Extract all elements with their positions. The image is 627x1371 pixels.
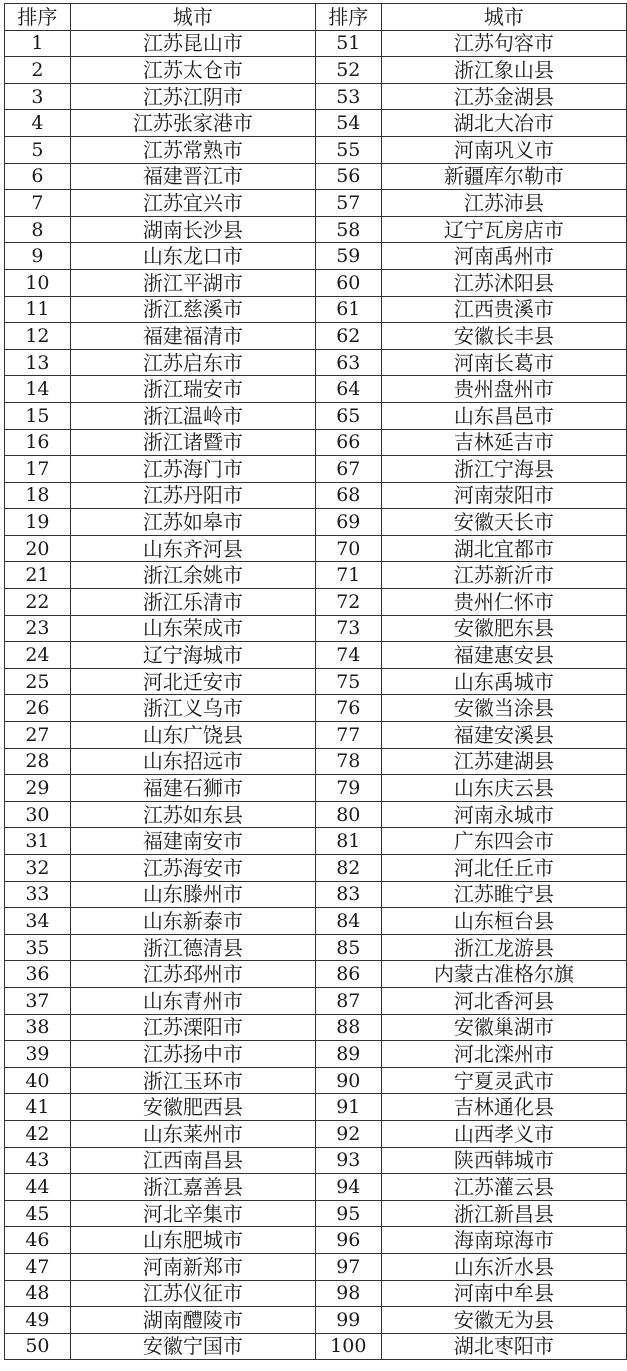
city-cell: 山东齐河县 [70, 535, 315, 562]
rank-cell: 82 [315, 855, 381, 882]
rank-cell: 26 [5, 695, 71, 722]
city-cell: 辽宁瓦房店市 [381, 216, 626, 243]
city-cell: 浙江新昌县 [381, 1200, 626, 1227]
rank-cell: 6 [5, 163, 71, 190]
rank-cell: 5 [5, 136, 71, 163]
city-cell: 江苏常熟市 [70, 136, 315, 163]
city-cell: 江苏丹阳市 [70, 482, 315, 509]
table-row [5, 801, 627, 828]
rank-cell: 89 [315, 1041, 381, 1068]
rank-cell: 18 [5, 482, 71, 509]
table-row [5, 30, 627, 57]
city-cell: 江苏仪征市 [70, 1280, 315, 1307]
rank-cell: 29 [5, 775, 71, 802]
city-cell: 山东荣成市 [70, 615, 315, 642]
table-row [5, 1333, 627, 1360]
city-cell: 福建晋江市 [70, 163, 315, 190]
city-cell: 湖北宜都市 [381, 535, 626, 562]
rank-cell: 56 [315, 163, 381, 190]
table-row [5, 881, 627, 908]
city-cell: 山东新泰市 [70, 908, 315, 935]
rank-cell: 88 [315, 1014, 381, 1041]
rank-cell: 70 [315, 535, 381, 562]
city-cell: 河南禹州市 [381, 243, 626, 270]
city-cell: 浙江诸暨市 [70, 429, 315, 456]
city-cell: 江苏金湖县 [381, 83, 626, 110]
header-rank-left: 排序 [5, 4, 71, 31]
rank-cell: 63 [315, 349, 381, 376]
rank-cell: 58 [315, 216, 381, 243]
city-cell: 河北滦州市 [381, 1041, 626, 1068]
table-row [5, 535, 627, 562]
table-header-row [5, 4, 627, 31]
city-cell: 安徽长丰县 [381, 323, 626, 350]
rank-cell: 3 [5, 83, 71, 110]
city-cell: 江西南昌县 [70, 1147, 315, 1174]
city-cell: 福建石狮市 [70, 775, 315, 802]
rank-cell: 30 [5, 801, 71, 828]
rank-cell: 78 [315, 748, 381, 775]
city-cell: 山东禹城市 [381, 668, 626, 695]
table-row [5, 828, 627, 855]
rank-cell: 54 [315, 110, 381, 137]
city-cell: 浙江宁海县 [381, 456, 626, 483]
city-cell: 山东沂水县 [381, 1253, 626, 1280]
city-cell: 山西孝义市 [381, 1120, 626, 1147]
city-cell: 河北任丘市 [381, 855, 626, 882]
rank-cell: 49 [5, 1307, 71, 1334]
city-cell: 河南巩义市 [381, 136, 626, 163]
city-cell: 新疆库尔勒市 [381, 163, 626, 190]
city-cell: 江苏宜兴市 [70, 190, 315, 217]
rank-cell: 80 [315, 801, 381, 828]
rank-cell: 34 [5, 908, 71, 935]
city-cell: 山东庆云县 [381, 775, 626, 802]
city-cell: 山东昌邑市 [381, 402, 626, 429]
city-cell: 江苏扬中市 [70, 1041, 315, 1068]
city-cell: 湖南长沙县 [70, 216, 315, 243]
rank-cell: 9 [5, 243, 71, 270]
city-cell: 浙江玉环市 [70, 1067, 315, 1094]
city-cell: 陕西韩城市 [381, 1147, 626, 1174]
city-cell: 福建安溪县 [381, 722, 626, 749]
city-cell: 安徽当涂县 [381, 695, 626, 722]
city-cell: 浙江义乌市 [70, 695, 315, 722]
city-cell: 山东龙口市 [70, 243, 315, 270]
city-cell: 江苏如皋市 [70, 509, 315, 536]
rank-cell: 8 [5, 216, 71, 243]
rank-cell: 74 [315, 642, 381, 669]
rank-cell: 73 [315, 615, 381, 642]
rank-cell: 35 [5, 934, 71, 961]
city-cell: 江苏昆山市 [70, 30, 315, 57]
city-cell: 山东广饶县 [70, 722, 315, 749]
rank-cell: 20 [5, 535, 71, 562]
city-cell: 山东莱州市 [70, 1120, 315, 1147]
city-cell: 江苏沭阳县 [381, 269, 626, 296]
city-cell: 河南中牟县 [381, 1280, 626, 1307]
rank-cell: 37 [5, 987, 71, 1014]
city-cell: 浙江象山县 [381, 57, 626, 84]
city-cell: 安徽肥西县 [70, 1094, 315, 1121]
rank-cell: 66 [315, 429, 381, 456]
rank-cell: 86 [315, 961, 381, 988]
city-cell: 内蒙古准格尔旗 [381, 961, 626, 988]
city-cell: 浙江德清县 [70, 934, 315, 961]
table-row [5, 323, 627, 350]
city-cell: 安徽肥东县 [381, 615, 626, 642]
city-cell: 河南新郑市 [70, 1253, 315, 1280]
city-cell: 安徽天长市 [381, 509, 626, 536]
table-row [5, 908, 627, 935]
rank-cell: 91 [315, 1094, 381, 1121]
rank-cell: 69 [315, 509, 381, 536]
rank-cell: 95 [315, 1200, 381, 1227]
rank-cell: 67 [315, 456, 381, 483]
rank-cell: 81 [315, 828, 381, 855]
table-row [5, 562, 627, 589]
city-cell: 浙江乐清市 [70, 589, 315, 616]
city-cell: 广东四会市 [381, 828, 626, 855]
table-row [5, 615, 627, 642]
city-cell: 安徽无为县 [381, 1307, 626, 1334]
rank-cell: 28 [5, 748, 71, 775]
rank-cell: 11 [5, 296, 71, 323]
table-row [5, 402, 627, 429]
table-row [5, 296, 627, 323]
table-row [5, 961, 627, 988]
table-row [5, 243, 627, 270]
rank-cell: 4 [5, 110, 71, 137]
rank-cell: 77 [315, 722, 381, 749]
table-row [5, 722, 627, 749]
table-row [5, 429, 627, 456]
city-cell: 江苏启东市 [70, 349, 315, 376]
rank-cell: 57 [315, 190, 381, 217]
city-cell: 浙江余姚市 [70, 562, 315, 589]
rank-cell: 75 [315, 668, 381, 695]
city-cell: 河南长葛市 [381, 349, 626, 376]
table-row [5, 695, 627, 722]
ranking-table [4, 3, 627, 1360]
city-cell: 辽宁海城市 [70, 642, 315, 669]
city-cell: 江苏海安市 [70, 855, 315, 882]
rank-cell: 7 [5, 190, 71, 217]
rank-cell: 96 [315, 1227, 381, 1254]
rank-cell: 65 [315, 402, 381, 429]
rank-cell: 41 [5, 1094, 71, 1121]
rank-cell: 33 [5, 881, 71, 908]
rank-cell: 27 [5, 722, 71, 749]
rank-cell: 39 [5, 1041, 71, 1068]
rank-cell: 87 [315, 987, 381, 1014]
rank-cell: 93 [315, 1147, 381, 1174]
table-row [5, 216, 627, 243]
city-cell: 山东招远市 [70, 748, 315, 775]
table-row [5, 1067, 627, 1094]
table-row [5, 855, 627, 882]
rank-cell: 15 [5, 402, 71, 429]
rank-cell: 94 [315, 1174, 381, 1201]
rank-cell: 52 [315, 57, 381, 84]
rank-cell: 48 [5, 1280, 71, 1307]
rank-cell: 76 [315, 695, 381, 722]
table-row [5, 1120, 627, 1147]
city-cell: 山东肥城市 [70, 1227, 315, 1254]
city-cell: 江苏海门市 [70, 456, 315, 483]
city-cell: 湖北枣阳市 [381, 1333, 626, 1360]
city-cell: 江苏邳州市 [70, 961, 315, 988]
city-cell: 江苏江阴市 [70, 83, 315, 110]
rank-cell: 1 [5, 30, 71, 57]
rank-cell: 90 [315, 1067, 381, 1094]
city-cell: 江苏太仓市 [70, 57, 315, 84]
city-cell: 河北辛集市 [70, 1200, 315, 1227]
rank-cell: 47 [5, 1253, 71, 1280]
city-cell: 江苏睢宁县 [381, 881, 626, 908]
rank-cell: 24 [5, 642, 71, 669]
city-cell: 江苏沛县 [381, 190, 626, 217]
rank-cell: 38 [5, 1014, 71, 1041]
city-cell: 浙江慈溪市 [70, 296, 315, 323]
city-cell: 江苏灌云县 [381, 1174, 626, 1201]
rank-cell: 46 [5, 1227, 71, 1254]
rank-cell: 64 [315, 376, 381, 403]
header-rank-right: 排序 [315, 4, 381, 31]
rank-cell: 62 [315, 323, 381, 350]
rank-cell: 19 [5, 509, 71, 536]
city-cell: 河北香河县 [381, 987, 626, 1014]
city-cell: 湖南醴陵市 [70, 1307, 315, 1334]
table-row [5, 668, 627, 695]
rank-cell: 2 [5, 57, 71, 84]
rank-cell: 60 [315, 269, 381, 296]
rank-cell: 36 [5, 961, 71, 988]
table-row [5, 57, 627, 84]
table-row [5, 163, 627, 190]
table-row [5, 1014, 627, 1041]
rank-cell: 16 [5, 429, 71, 456]
table-row [5, 1147, 627, 1174]
table-body [5, 30, 627, 1360]
table-row [5, 1280, 627, 1307]
rank-cell: 71 [315, 562, 381, 589]
city-cell: 江西贵溪市 [381, 296, 626, 323]
rank-cell: 17 [5, 456, 71, 483]
table-row [5, 376, 627, 403]
city-cell: 江苏句容市 [381, 30, 626, 57]
table-row [5, 482, 627, 509]
table-row [5, 1200, 627, 1227]
city-cell: 海南琼海市 [381, 1227, 626, 1254]
rank-cell: 85 [315, 934, 381, 961]
city-cell: 贵州仁怀市 [381, 589, 626, 616]
city-cell: 湖北大冶市 [381, 110, 626, 137]
city-cell: 浙江龙游县 [381, 934, 626, 961]
city-cell: 福建福清市 [70, 323, 315, 350]
table-row [5, 269, 627, 296]
table-row [5, 456, 627, 483]
rank-cell: 22 [5, 589, 71, 616]
rank-cell: 84 [315, 908, 381, 935]
table-row [5, 987, 627, 1014]
city-cell: 江苏溧阳市 [70, 1014, 315, 1041]
rank-cell: 12 [5, 323, 71, 350]
table-row [5, 1307, 627, 1334]
rank-cell: 10 [5, 269, 71, 296]
rank-cell: 83 [315, 881, 381, 908]
header-city-right: 城市 [381, 4, 626, 31]
city-cell: 贵州盘州市 [381, 376, 626, 403]
rank-cell: 21 [5, 562, 71, 589]
rank-cell: 61 [315, 296, 381, 323]
rank-cell: 25 [5, 668, 71, 695]
ranking-table-container [4, 3, 627, 1360]
rank-cell: 44 [5, 1174, 71, 1201]
city-cell: 安徽巢湖市 [381, 1014, 626, 1041]
city-cell: 山东滕州市 [70, 881, 315, 908]
city-cell: 宁夏灵武市 [381, 1067, 626, 1094]
table-row [5, 1227, 627, 1254]
table-row [5, 775, 627, 802]
city-cell: 福建惠安县 [381, 642, 626, 669]
city-cell: 江苏如东县 [70, 801, 315, 828]
rank-cell: 31 [5, 828, 71, 855]
city-cell: 河北迁安市 [70, 668, 315, 695]
table-row [5, 1094, 627, 1121]
rank-cell: 23 [5, 615, 71, 642]
city-cell: 江苏张家港市 [70, 110, 315, 137]
table-row [5, 509, 627, 536]
rank-cell: 45 [5, 1200, 71, 1227]
city-cell: 江苏新沂市 [381, 562, 626, 589]
city-cell: 吉林延吉市 [381, 429, 626, 456]
city-cell: 山东青州市 [70, 987, 315, 1014]
rank-cell: 97 [315, 1253, 381, 1280]
rank-cell: 92 [315, 1120, 381, 1147]
rank-cell: 50 [5, 1333, 71, 1360]
rank-cell: 43 [5, 1147, 71, 1174]
rank-cell: 59 [315, 243, 381, 270]
table-row [5, 1174, 627, 1201]
rank-cell: 51 [315, 30, 381, 57]
city-cell: 河南荥阳市 [381, 482, 626, 509]
table-row [5, 136, 627, 163]
rank-cell: 100 [315, 1333, 381, 1360]
table-row [5, 110, 627, 137]
table-row [5, 934, 627, 961]
city-cell: 安徽宁国市 [70, 1333, 315, 1360]
city-cell: 浙江瑞安市 [70, 376, 315, 403]
table-row [5, 748, 627, 775]
table-row [5, 83, 627, 110]
city-cell: 浙江温岭市 [70, 402, 315, 429]
rank-cell: 40 [5, 1067, 71, 1094]
rank-cell: 13 [5, 349, 71, 376]
table-row [5, 190, 627, 217]
city-cell: 浙江嘉善县 [70, 1174, 315, 1201]
table-row [5, 589, 627, 616]
rank-cell: 42 [5, 1120, 71, 1147]
city-cell: 河南永城市 [381, 801, 626, 828]
table-row [5, 349, 627, 376]
rank-cell: 72 [315, 589, 381, 616]
city-cell: 山东桓台县 [381, 908, 626, 935]
table-row [5, 1253, 627, 1280]
rank-cell: 68 [315, 482, 381, 509]
rank-cell: 79 [315, 775, 381, 802]
rank-cell: 98 [315, 1280, 381, 1307]
city-cell: 吉林通化县 [381, 1094, 626, 1121]
rank-cell: 53 [315, 83, 381, 110]
header-city-left: 城市 [70, 4, 315, 31]
city-cell: 浙江平湖市 [70, 269, 315, 296]
rank-cell: 14 [5, 376, 71, 403]
city-cell: 江苏建湖县 [381, 748, 626, 775]
rank-cell: 55 [315, 136, 381, 163]
table-row [5, 642, 627, 669]
city-cell: 福建南安市 [70, 828, 315, 855]
table-row [5, 1041, 627, 1068]
rank-cell: 99 [315, 1307, 381, 1334]
rank-cell: 32 [5, 855, 71, 882]
